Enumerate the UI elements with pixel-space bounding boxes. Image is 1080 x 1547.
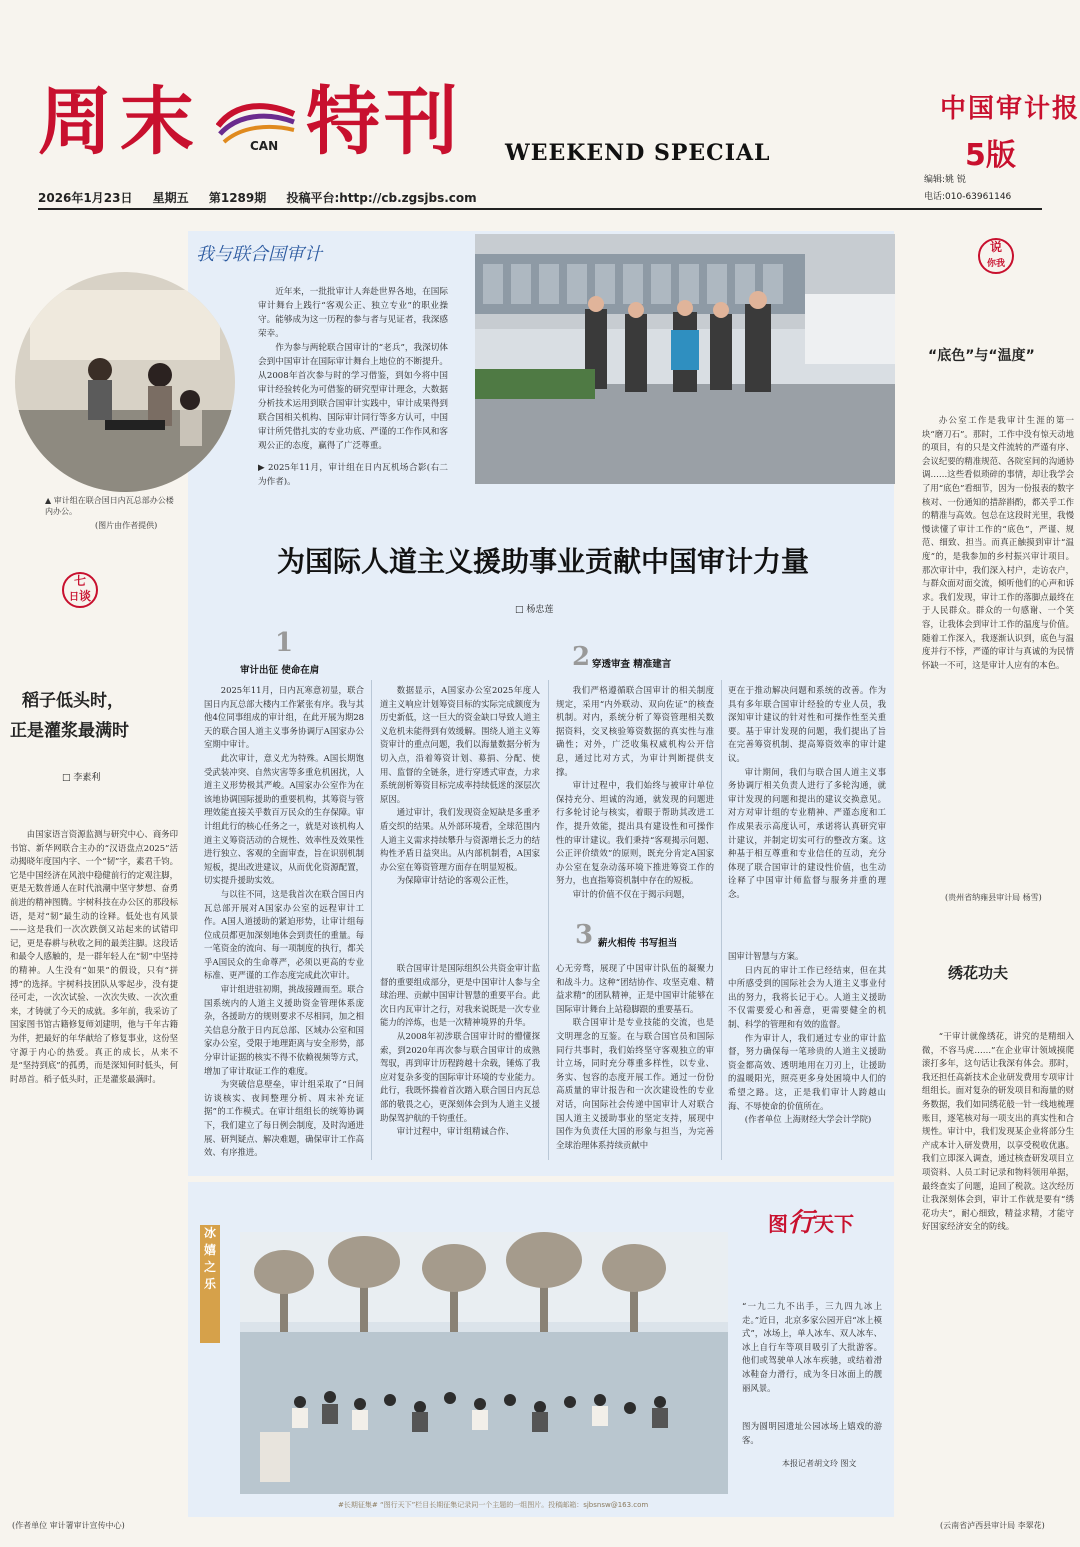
office-circle-photo	[10, 270, 240, 495]
photo-feature-title-part: 图	[768, 1212, 788, 1236]
ice-play-tag: 冰嬉之乐	[200, 1225, 220, 1343]
photo-feature-title-part: 行	[788, 1208, 815, 1238]
left-headline-line-1: 稻子低头时，	[22, 691, 124, 711]
right-article-2-body: “干审计就像绣花，讲究的是精细入微，不容马虎……”在企业审计领域摸爬滚打多年，这句话让我深有体会。那时，我还担任高新技术企业研发费用专项审计组组长。面对复杂的研发项目和海量的财务数据，我们如同绣花般一针一线地梳理账目，逐笔核对每一项支出的真实性和合规性。审计中，我们发现某企业将部分生产成本计入研发费用，以享受税收优惠。我们立即深入调查，通过核查研发项目立项资料、人员工时记录和物料领用单据，最终查实了问题，追回了税款。这次经历让我深刻体会到，审计工作就是要有“绣花功夫”，耐心细致，精益求精，才能守好国家经济安全的防线。	[922, 1031, 1074, 1232]
col4-paragraph: 作为审计人，我们通过专业的审计监督，努力确保每一笔珍贵的人道主义援助资金都高效、透明地用在刀刃上，让援助的温暖阳光，照亮更多身处困境中人们的希望之路。这，正是我们审计人跨越山海、不辱使命的价值所在。	[728, 1032, 886, 1111]
col1-paragraph: 为突破信息壁垒，审计组采取了“日间访谈核实、夜间整理分析、周末补充证据”的工作模式。在审计组组长的统筹协调下，我们建立了每日例会制度，及时沟通进展、研判疑点、解决难题，确保审计工作高效、有序推进。	[204, 1079, 364, 1158]
submission-link[interactable]: 投稿平台:http://cb.zgsjbs.com	[286, 191, 477, 205]
col3-paragraph: 审计的价值不仅在于揭示问题，	[572, 888, 691, 899]
col2-paragraph: 通过审计，我们发现资金短缺是多重矛盾交织的结果。从外部环境看，全球范围内人道主义需求持续攀升与资源增长乏力的结构性矛盾日益突出。从内部机制看，A国家办公室在筹资管理方面存在明显短板。	[380, 807, 540, 872]
photo-feature-caption-2: 图为圆明园遗址公园冰场上嬉戏的游客。	[742, 1421, 882, 1445]
section-3-number: 3	[575, 920, 594, 950]
feature-column-3-top	[556, 684, 714, 906]
phone-label: 电话:010-63961146	[924, 192, 1012, 202]
badge-char: 七	[73, 574, 86, 588]
badge-char: 说	[989, 240, 1002, 254]
photo-feature-title-part: 天下	[814, 1212, 855, 1236]
column-divider-3	[721, 680, 722, 1160]
col3-paragraph: 审计过程中，我们始终与被审计单位保持充分、坦诚的沟通，就发现的问题进行多轮讨论与核实，着眼于帮助其改进工作，提升效能，提出具有建设性和可操作性的审计建议。我们秉持“客观揭示问题、公正评价绩效”的原则，既充分肯定A国家办公室在复杂动荡环境下推进筹资工作的努力，也直指筹资机制中存在的短板。	[556, 780, 714, 886]
can-logo-text: CAN	[250, 139, 279, 152]
ice-rink-photo	[240, 1232, 728, 1494]
section-1-number: 1	[275, 628, 294, 658]
paper-name-logo: 中国审计报	[940, 94, 1080, 124]
left-headline-line-2: 正是灌浆最满时	[10, 721, 129, 741]
intro-paragraph-2: 作为参与两轮联合国审计的“老兵”，我深切体会到中国审计在国际审计舞台上地位的不断提升。从2008年首次参与时的学习借鉴，到如今将中国审计经验转化为可借鉴的研究型审计理念，大数据分析技术运用到联合国审计实践中，审计成果得到联合国相关机构、国际审计同行等多方认可，中国审计所凭借扎实的专业功底、严谨的工作作风和客观公正的态度，赢得了广泛尊重。	[258, 343, 448, 451]
section-3-title: 薪火相传 书写担当	[598, 938, 678, 949]
masthead-char-4: 刊	[384, 79, 458, 165]
date-text: 2026年1月23日	[38, 191, 133, 205]
edition-number: 5版	[965, 138, 1016, 173]
masthead-rule	[38, 208, 1042, 210]
photo-caption: ▶ 2025年11月，审计组在日内瓦机场合影(右二为作者)。	[258, 463, 448, 487]
col2-paragraph: 数据显示，A国家办公室2025年度人道主义响应计划筹资目标的实际完成额度为历史新低，这一巨大的资金缺口导致人道主义危机未能得到有效缓解。围绕人道主义筹资审计的重点问题，我们以海量数据分析为切入点，沿着筹资计划、募捐、分配、使用、监督的全链条，进行穿透式审查，力求系统剖析筹资目标完成率持续低迷的深层次原因。	[380, 685, 540, 804]
feature-column-1	[204, 684, 364, 1164]
seven-day-talk-badge	[62, 572, 98, 608]
section-1-title: 审计出征 使命在肩	[240, 665, 320, 676]
feature-column-2-bottom	[380, 962, 540, 1162]
weekend-special-label: WEEKEND SPECIAL	[505, 140, 771, 166]
section-2-number: 2	[572, 642, 591, 672]
you-say-i-say-badge	[978, 238, 1014, 274]
intro-paragraph-1: 近年来，一批批审计人奔赴世界各地，在国际审计舞台上践行“客观公正、独立专业”的职业操守。能够成为这一历程的参与者与见证者，我深感荣幸。	[258, 287, 448, 339]
col1-paragraph: 审计组进驻初期，挑战接踵而至。联合国系统内的人道主义援助资金管理体系庞杂，各援助方的规则要求不尽相同，加之相关信息分散于日内瓦总部、区域办公室和国家办公室，受限于地理距离与安全形势，部分审计证据的核实不得不依赖视频等方式，增加了审计取证工作的难度。	[204, 984, 364, 1076]
feature-column-2-top	[380, 684, 540, 904]
masthead-char-1: 周	[38, 79, 112, 165]
circle-photo-caption: ▲ 审计组在联合国日内瓦总部办公楼内办公。	[45, 496, 174, 516]
badge-char: 日	[68, 592, 79, 603]
col4-paragraph: 审计期间，我们与联合国人道主义事务协调厅相关负责人进行了多轮沟通，就审计发现的问题和提出的建议交换意见。对方对审计组的专业精神、严谨态度和工作成果表示高度认可，承诺将认真研究审计建议，并制定切实可行的整改方案。这种基于相互尊重和专业信任的互动，充分体现了联合国审计的建设性价值，也生动诠释了中国审计师监督与服务并重的理念。	[728, 766, 886, 899]
badge-char: 谈	[78, 589, 91, 603]
feature-column-4-top	[728, 684, 886, 934]
feature-headline: 为国际人道主义援助事业贡献中国审计力量	[276, 545, 809, 578]
photo-feature-title	[768, 1202, 854, 1239]
left-column-body: 由国家语言资源监测与研究中心、商务印书馆、新华网联合主办的“汉语盘点2025”活动揭晓年度国内字、一个“韧”字，素君千钧。它是中国经济在风浪中稳健前行的定观注脚，更是无数普通人在时代浪潮中坚守梦想、奋勇前进的精神图腾。宇树科技在办公区的那段标语，是对“韧”最生动的诠释。低处也有风景——这是我们一次次跌倒又站起来的试错印记，更是春耕与秋收之间的最美注脚。这段话和最令人感触的，是一群年轻人在“韧”中坚持的精神。人生没有“如果”的假设，只有“拼搏”的选择。宇树科技团队从零起步，没有捷径可走，一次次试验、一次次失败、一次次重来，才铸就了今天的成就。多年前，我采访了国家图书馆古籍修复师刘建明，他与千年古籍为伴，把最好的年华献给了修复事业，这份坚守源于内心的热爱。真正的成长，从来不是“坚持到底”的孤勇，而是深知何时低头，何时昂首。稻子低头时，正是灌浆最满时。	[10, 829, 178, 1084]
badge-char: 我	[996, 259, 1006, 269]
right-article-2-credit: (云南省泸西县审计局 李翠花)	[940, 1521, 1045, 1530]
col4-paragraph: (作者单位 上海财经大学会计学院)	[744, 1114, 872, 1125]
col3-paragraph: 联合国审计是专业技能的交流，也是文明理念的互鉴。在与联合国官员和国际同行共事时，我们始终坚守客观独立的审计立场，同时充分尊重多样性，以专业、务实、包容的态度开展工作。通过一份份高质量的审计报告和一次次建设性的专业对话，向国际社会传递中国审计人对联合国人道主义援助事业的坚定支持，展现中国作为负责任大国的形象与担当，为完善全球治理体系持续贡献中	[556, 1017, 714, 1150]
col4-paragraph: 更在于推动解决问题和系统的改善。作为具有多年联合国审计经验的专业人员，我深知审计建议的针对性和可操作性至关重要。基于审计发现的问题，我们提出了旨在完善筹资机制、提高筹资效率的审计建议。	[728, 685, 886, 763]
col2-paragraph: 联合国审计是国际组织公共资金审计监督的重要组成部分，更是中国审计人参与全球治理、贡献中国审计智慧的重要平台。此次日内瓦审计之行，对我来说既是一次专业能力的淬炼，也是一次精神境界的升华。	[380, 963, 540, 1028]
circle-photo-credit: (图片由作者提供)	[95, 521, 158, 530]
right-article-1-credit: (贵州省纳雍县审计局 杨雪)	[945, 893, 1042, 902]
right-article-2-title: 绣花功夫	[948, 964, 1009, 982]
photo-feature-footer: #长期征集# “图行天下”栏目长期征集记录同一个主题的一组图片。投稿邮箱：sjbsnsw@163.com	[338, 1501, 649, 1509]
col1-paragraph: 此次审计，意义尤为特殊。A国长期饱受武装冲突、自然灾害等多重危机困扰，人道主义形势极其严峻。A国家办公室作为在该地协调国际援助的重要机构，其筹资与管理效能直接关乎数百万民众的生存保障。审计组此行的核心任务之一，就是对该机构人道主义筹资活动的合规性、效率性及效果性进行独立、客观的全面审查，旨在识别机制短板，提出改进建议，从而优化资源配置，切实提升援助实效。	[204, 752, 364, 886]
masthead-char-3: 特	[306, 79, 380, 165]
col2-paragraph: 为保障审计结论的客观公正性，	[396, 875, 515, 886]
feature-section-label: 我与联合国审计	[196, 244, 322, 265]
masthead-char-2: 末	[120, 79, 194, 165]
dateline	[38, 189, 493, 206]
section-2-title: 穿透审查 精准建言	[592, 659, 672, 670]
photo-feature-credit: 本报记者胡文玲 图文	[782, 1459, 857, 1468]
feature-byline: □ 杨忠莲	[515, 605, 554, 615]
editor-label: 编辑:姚 锐	[924, 175, 966, 185]
weekday-text: 星期五	[152, 191, 189, 205]
column-divider-1	[371, 680, 372, 1160]
masthead-title	[38, 79, 458, 165]
col1-paragraph: 与以往不同，这是我首次在联合国日内瓦总部开展对A国家办公室的远程审计工作。A国人道援助的紧迫形势，让审计组每位成员都更加深刻地体会到责任的重量。每一笔资金的流向、每一项制度的执行，都关乎A国民众的生命尊严，必须以更高的专业标准、更严谨的工作态度完成此次审计。	[204, 888, 364, 981]
col3-paragraph: 我们严格遵循联合国审计的相关制度规定，采用“内外联动、双向佐证”的核查机制。对内，系统分析了筹资管理相关数据资料，交叉核验筹资数据的真实性与准确性；对外，广泛收集权威机构公开信息，通过比对方式，为审计判断提供支撑。	[556, 685, 714, 777]
feature-column-4-bottom	[728, 950, 886, 1162]
right-article-1-body: 办公室工作是我审计生涯的第一块“磨刀石”。那时，工作中没有惊天动地的项目，有的只是文件流转的严谨有序、会议纪要的精准规范、各院室间的沟通协调……这些看似琐碎的事情，却让我学会了用“底色”看细节，因为一份报表的数字核对、一份通知的措辞斟酌，都关乎工作的精准与高效。包总在这段时光里，我慢慢读懂了审计工作的“底色”，严谨、规范、细致、担当。而真正触摸到审计“温度”的，是我参加的乡村振兴审计项目。那次审计中，我们深入村户，走访农户，与群众面对面交流，倾听他们的心声和诉求。我们发现，审计工作的落脚点最终在于人民群众。群众的一句感谢、一个笑容，让我体会到审计工作的温度与价值。随着工作深入，我逐渐认识到，底色与温度并行不悖，严谨的审计与真诚的为民情怀缺一不可，这是审计人应有的本色。	[922, 415, 1074, 670]
badge-char: 你	[986, 259, 996, 269]
issue-text: 第1289期	[208, 191, 267, 205]
right-article-1-title: “底色”与“温度”	[928, 348, 1035, 364]
left-byline: □ 李素利	[62, 773, 101, 783]
col3-paragraph: 心无旁骛，展现了中国审计队伍的凝聚力和战斗力。这种“团结协作、攻坚克难、精益求精”的团队精神，正是中国审计能够在国际审计舞台上站稳脚跟的重要基石。	[556, 963, 714, 1014]
col2-paragraph: 审计过程中，审计组精诚合作、	[396, 1126, 515, 1137]
airport-group-photo	[475, 234, 895, 484]
col1-paragraph: 2025年11月，日内瓦寒意初显，联合国日内瓦总部大楼内工作紧张有序。我与其他4位同事组成的审计组，在此开展为期28天的联合国人道主义事务协调厅A国家办公室期中审计。	[204, 685, 364, 750]
col4-paragraph: 日内瓦的审计工作已经结束，但在其中所感受到的国际社会为人道主义事业付出的努力，我将长记于心。人道主义援助不仅需要爱心和善意，更需要健全的机制、科学的管理和有效的监督。	[728, 964, 886, 1029]
feature-column-3-bottom	[556, 962, 714, 1162]
can-logo-icon	[216, 96, 296, 152]
col2-paragraph: 从2008年初涉联合国审计时的懵懂探索，到2020年再次参与联合国审计的成熟驾驭，再到审计历程跨越十余载，锤炼了我应对复杂多变的国际审计环境的专业能力。此行，我既怀揣着首次踏入联合国日内瓦总部的敬畏之心，更深刻体会到为人道主义援助保驾护航的千钧重任。	[380, 1030, 540, 1123]
left-column-credit: (作者单位 审计署审计宣传中心)	[12, 1521, 125, 1530]
photo-feature-caption: “一九二九不出手，三九四九冰上走。”近日，北京多家公园开启“冰上模式”，冰场上，单人冰车、双人冰车、冰上自行车等项目吸引了大批游客。他们或驾驶单人冰车疾驰，或结着滑冰鞋奋力滑行，成为冬日冰面上的靓丽风景。	[742, 1301, 882, 1393]
feature-intro	[258, 285, 448, 489]
column-divider-2	[548, 680, 549, 1160]
col4-paragraph: 国审计智慧与方案。	[728, 951, 804, 961]
